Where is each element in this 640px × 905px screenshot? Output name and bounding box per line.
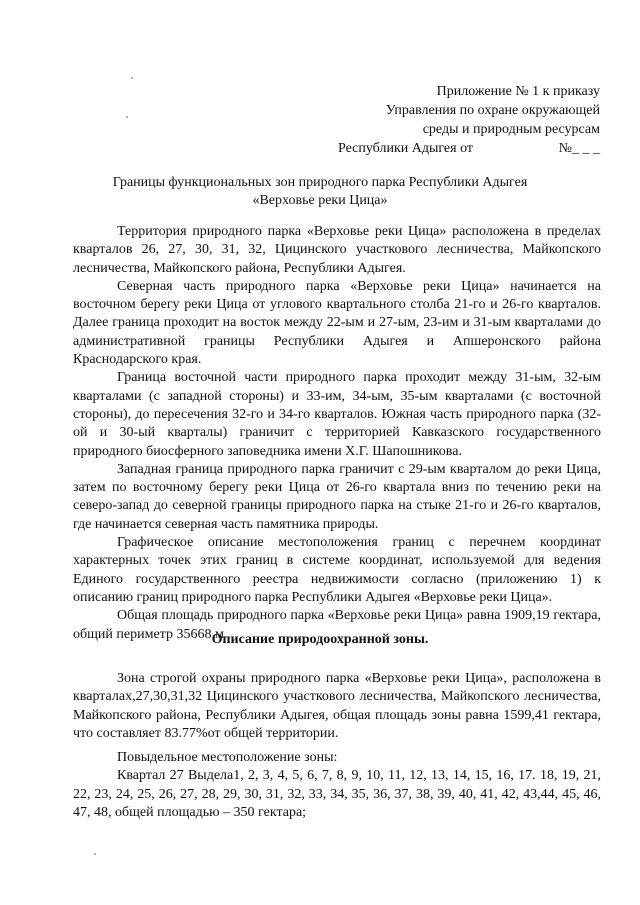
zone-description <box>73 670 601 743</box>
section-heading: Описание природоохранной зоны. <box>211 632 429 647</box>
paragraph-area: Общая площадь природного парка «Верховье реки Цица» равна 1909,19 гектара, общий периметр 35668 м <box>73 608 601 642</box>
header-line-1: Приложение № 1 к приказу <box>436 84 600 99</box>
document-title <box>0 174 640 210</box>
paragraph-graphic: Графическое описание местоположения границ с перечнем координат характерных точек этих границ в системе координат, используемой для ведения Единого государственного реестра недвижимости согласно (приложению 1) к описанию границ природного парка Республики Адыгея «Верховье реки Цица». <box>73 535 601 605</box>
scan-speck <box>94 853 96 855</box>
paragraph-zone: Зона строгой охраны природного парка «Верховье реки Цица», расположена в кварталах,27,30,31,32 Цицинского участкового лесничества, Майкопского лесничества, Майкопского района, Республики Адыгея, общая площадь зоны равна 1599,41 гектара, что составляет 83.77%от общей территории. <box>73 671 601 741</box>
location-label: Повыдельное местоположение зоны: <box>117 750 338 765</box>
paragraph-territory: Территория природного парка «Верховье реки Цица» расположена в пределах кварталов 26, 27, 30, 31, 32, Цицинского участкового лесничества, Майкопского лесничества, Майкопского района, Республики Адыгея. <box>73 224 601 276</box>
header-line-3: среды и природным ресурсам <box>422 122 600 137</box>
header-date-label: Республики Адыгея от <box>338 141 474 156</box>
scan-speck <box>131 77 133 79</box>
title-line-1: Границы функциональных зон природного парка Республики Адыгея <box>112 175 528 190</box>
header-number-label: №_ _ _ <box>558 141 600 156</box>
title-line-2: «Верховье реки Цица» <box>252 193 388 208</box>
quarter-27-text: Квартал 27 Выдела1, 2, 3, 4, 5, 6, 7, 8, 9, 10, 11, 12, 13, 14, 15, 16, 17. 18, 19, 21, 22, 23, 24, 25, 26, 27, 28, 29, 30, 31, 32, 33, 34, 35, 36, 37, 38, 39, 40, 41, 42, 43,44, 45, 46, 47, 48, общей площадью – 350 гектара; <box>73 768 601 820</box>
location-block <box>73 749 601 822</box>
header-line-4 <box>338 139 600 158</box>
boundary-description <box>73 223 601 644</box>
order-header <box>338 82 600 158</box>
scan-speck <box>126 116 128 118</box>
header-line-2: Управления по охране окружающей <box>385 103 600 118</box>
paragraph-east: Граница восточной части природного парка проходит между 31-ым, 32-ым кварталами (с западной стороны) и 33-им, 34-ым, 35-ым кварталами (с восточной стороны), до пересечения 32-го и 34-го кварталов. Южная часть природного парка (32-ой и 30-ый кварталы) граничит с территорией Кавказского государственного природного биосферного заповедника имени Х.Г. Шапошникова. <box>73 370 601 459</box>
paragraph-west: Западная граница природного парка граничит с 29-ым кварталом до реки Цица, затем по восточному берегу реки Цица от 26-го квартала вниз по течению реки на северо-запад до северной границы природного парка на стыке 21-го и 26-го кварталов, где начинается северная часть памятника природы. <box>73 461 601 532</box>
paragraph-north: Северная часть природного парка «Верховье реки Цица» начинается на восточном берегу реки Цица от углового квартального столба 21-го и 26-го кварталов. Далее граница проходит на восток между 22-ым и 27-ым, 23-им и 31-ым кварталами до административной границы Республики Адыгея и Апшеронского района Краснодарского края. <box>73 278 601 368</box>
